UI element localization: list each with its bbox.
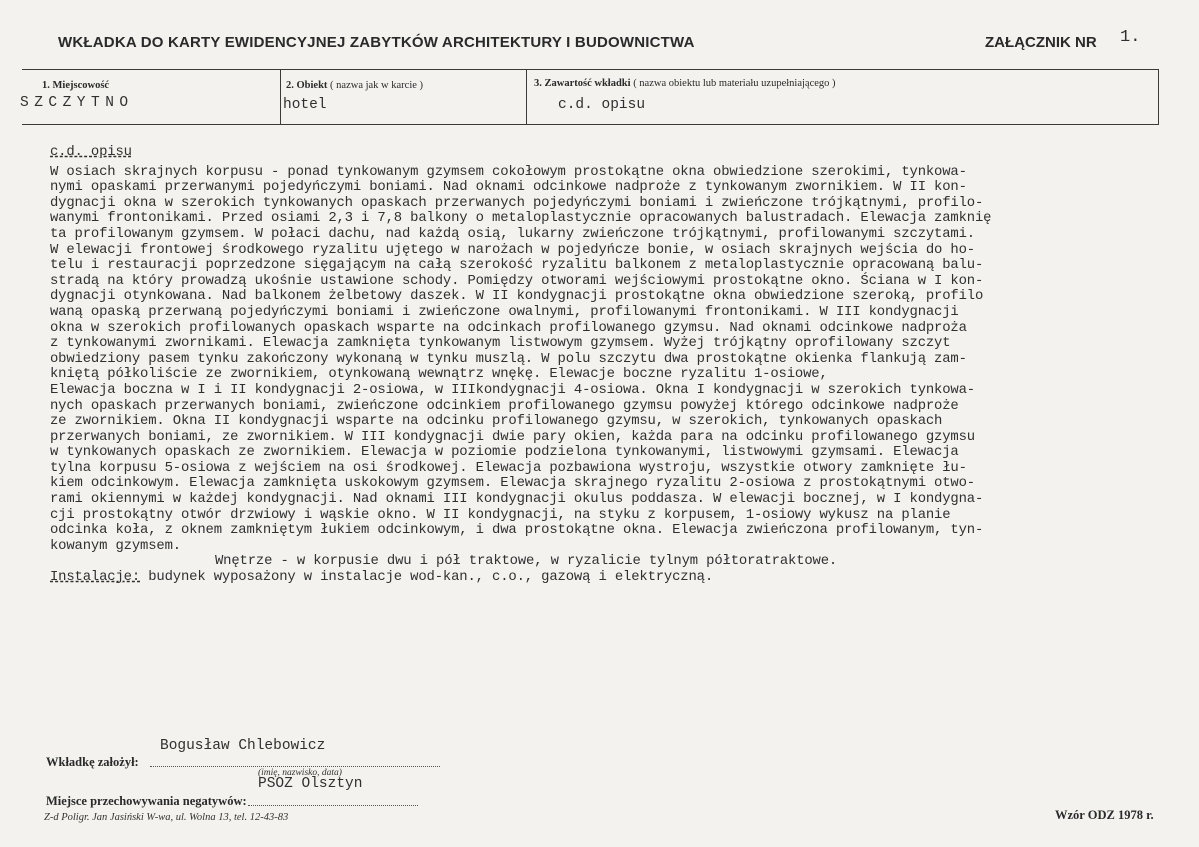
installations-line [50, 570, 1175, 586]
description-line: rami okiennymi w każdej kondygnacji. Nad oknami III kondygnacji okulus poddasza. W elewacji bocznej, w I kondygna- [50, 491, 984, 508]
description-line: nych opaskach przerwanych boniami, zwieńczone odcinkiem profilowanego gzymsu powyżej którego odcinkowe nadproże [50, 397, 959, 414]
description-line: Elewacja boczna w I i II kondygnacji 2-osiowa, w IIIkondygnacji 4-osiowa. Okna I kondygnacji w szerokich tynkowa- [50, 381, 975, 398]
founder-dotted-line [150, 766, 440, 767]
storage-value: PSOZ Olsztyn [258, 776, 363, 792]
object-label-note: ( nazwa jak w karcie ) [330, 80, 424, 91]
description-line: ze zwornikiem. Okna II kondygnacji wsparte na odcinku profilowanego gzymsu, w szerokich, tynkowanych opaskach [50, 413, 943, 430]
object-label [286, 80, 423, 91]
printer-imprint: Z-d Poligr. Jan Jasiński W-wa, ul. Wolna 13, tel. 12-43-83 [44, 812, 289, 823]
description-line: telu i restauracji poprzedzone sięgającym na całą szerokość ryzalitu balkonem z metaloplastycznie opracowaną balu- [50, 257, 984, 274]
description-line: kiem odcinkowym. Elewacja zamknięta uskokowym gzymsem. Elewacja skrajnego ryzalitu 2-osiowa z prostokątnymi otwo- [50, 475, 975, 492]
description-line: wanymi frontonikami. Przed osiami 2,3 i 7,8 balkony o metaloplastycznie opracowanych balustradach. Elewacja zamknię [50, 210, 992, 227]
attachment-label: ZAŁĄCZNIK NR [985, 34, 1097, 51]
object-label-text: 2. Obiekt [286, 80, 328, 91]
description-heading-text: c.d. opisu [50, 144, 132, 160]
installations-text: budynek wyposażony w instalacje wod-kan., c.o., gazową i elektryczną. [140, 569, 714, 586]
description-line: stradą na który prowadzą ukośnie ustawione schody. Pomiędzy otworami wejściowymi prostokątne okno. Ściana w I kon- [50, 272, 984, 289]
storage-dotted-line [248, 805, 418, 806]
description-body [50, 145, 1175, 586]
contents-label [534, 78, 836, 89]
description-line: kniętą półkoliście ze zwornikiem, otynkowaną wewnątrz wnękę. Elewacje boczne ryzalitu 1-osiowe, [50, 366, 828, 383]
description-line: W elewacji frontowej środkowego ryzalitu ujętego w narożach w pojedyńcze bonie, w osiach skrajnych wejścia do ho- [50, 241, 975, 258]
description-line: nymi opaskami przerwanymi pojedyńczymi boniami. Nad oknami odcinkowe nadproże z tynkowanym zwornikiem. W II kon- [50, 179, 967, 196]
locality-value: SZCZYTNO [20, 95, 134, 111]
description-lines [50, 165, 1175, 555]
description-line: cji prostokątny otwór drzwiowy i wąskie okno. W II kondygnacji, na styku z korpusem, 1-osiowy wykusz na planie [50, 506, 951, 523]
fields-bottom-rule [22, 124, 1159, 125]
description-line: w tynkowanych opaskach ze zwornikiem. Elewacja w poziomie podzielona tynkowanymi, listwowymi gzymsami. Elewacja [50, 444, 959, 461]
contents-label-note: ( nazwa obiektu lub materiału uzupełniającego ) [633, 78, 836, 89]
locality-label-text: 1. Miejscowość [42, 80, 110, 91]
contents-value: c.d. opisu [558, 97, 646, 113]
founder-hint: (imię, nazwisko, data) [258, 768, 342, 778]
locality-label [42, 80, 109, 91]
form-model: Wzór ODZ 1978 r. [1055, 808, 1154, 822]
description-heading [50, 145, 1175, 161]
description-line: dygnacji otynkowana. Nad balkonem żelbetowy daszek. W II kondygnacji prostokątne okna obwiedzione szeroką, profilo [50, 288, 984, 305]
storage-label: Miejsce przechowywania negatywów: [46, 794, 247, 808]
interior-line: Wnętrze - w korpusie dwu i pół traktowe, w ryzalicie tylnym półtoratraktowe. [215, 553, 838, 570]
founder-name: Bogusław Chlebowicz [160, 738, 326, 754]
attachment-number: 1. [1120, 28, 1141, 47]
description-line: dygnacji okna w szerokich tynkowanych opaskach przerwanych pojedyńczymi boniami i zwieńczone trójkątnymi, profilo- [50, 194, 984, 211]
object-value: hotel [283, 97, 327, 113]
field-divider-2 [526, 69, 527, 124]
description-line: przerwanych boniami, ze zwornikiem. W III kondygnacji dwie pary okien, każda para na odcinku profilowanego gzymsu [50, 428, 975, 445]
contents-label-text: 3. Zawartość wkładki [534, 78, 631, 89]
installations-label: Instalacje: [50, 569, 141, 586]
description-line: odcinka koła, z oknem zamkniętym łukiem odcinkowym, i dwa prostokątne okna. Elewacja zwieńczona profilowanym, tyn- [50, 522, 984, 539]
description-line: okna w szerokich profilowanych opaskach wsparte na odcinkach profilowanego gzymsu. Nad oknami odcinkowe nadproża [50, 319, 967, 336]
description-line: ta profilowanym gzymsem. W połaci dachu, nad każdą osią, lukarny zwieńczone trójkątnymi, profilowanymi szczytami. [50, 225, 975, 242]
founder-label: Wkładkę założył: [46, 755, 139, 769]
description-line: tylna korpusu 5-osiowa z wejściem na osi środkowej. Elewacja pozbawiona wystroju, wszystkie otwory zamknięte łu- [50, 459, 967, 476]
description-line: z tynkowanymi zwornikami. Elewacja zamknięta tynkowanym listwowym gzymsem. Wyżej trójkątny oprofilowany szczyt [50, 335, 951, 352]
form-title: WKŁADKA DO KARTY EWIDENCYJNEJ ZABYTKÓW ARCHITEKTURY I BUDOWNICTWA [58, 34, 695, 51]
description-line: obwiedziony pasem tynku zakończony wykonaną w tynku muszlą. W polu szczytu dwa prostokątne okienka flankują zam- [50, 350, 967, 367]
right-border [1158, 69, 1159, 124]
description-line: W osiach skrajnych korpusu - ponad tynkowanym gzymsem cokołowym prostokątne okna obwiedzione szerokimi, tynkowa- [50, 163, 967, 180]
header-top-rule [22, 69, 1159, 70]
description-line: kowanym gzymsem. [50, 537, 181, 554]
description-line: waną opaską przerwaną pojedyńczymi boniami i zwieńczone owalnymi, profilowanymi frontonikami. W III kondygnacji [50, 303, 959, 320]
field-divider-1 [280, 69, 281, 124]
